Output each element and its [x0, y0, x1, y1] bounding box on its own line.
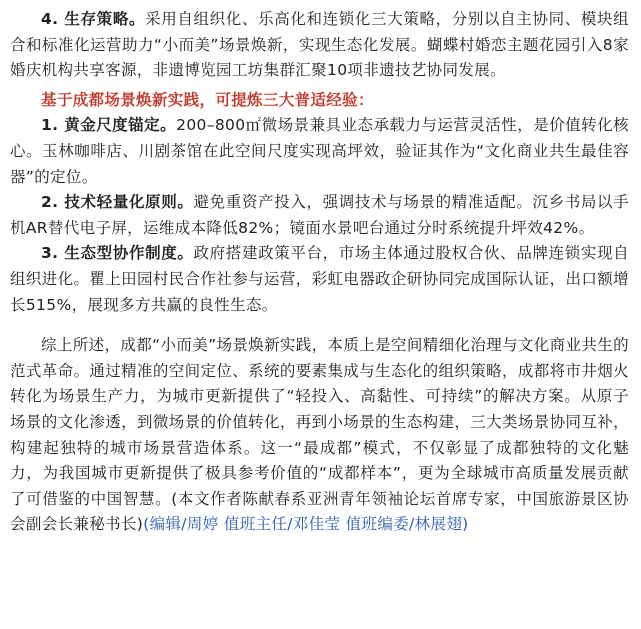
experience-3-text: 政府搭建政策平台，市场主体通过股权合伙、品牌连锁实现自组织进化。瞿上田园村民合作社参与运营，彩虹电器政企研协同完成国际认证，出口额增长515%，展现多方共赢的良性生态。 — [10, 244, 630, 314]
strategy-4-text: 采用自组织化、乐高化和连锁化三大策略，分别以自主协同、模块组合和标准化运营助力“小而美”场景焕新，实现生态化发展。蝴蝶村婚恋主题花园引入8家婚庆机构共享客源，非遗博览园工坊集群汇聚10项非遗技艺协同发展。 — [10, 10, 629, 80]
experience-2-text: 避免重资产投入，强调技术与场景的精准适配。沉乡书局以手机AR替代电子屏，运维成本降低82%；镜面水景吧台通过分时系统提升坪效42%。 — [10, 193, 630, 237]
strategy-4-title: 4. 生存策略。 — [41, 10, 146, 28]
experience-3-paragraph — [10, 241, 629, 318]
conclusion-paragraph — [10, 333, 629, 538]
conclusion-text: 综上所述，成都“小而美”场景焕新实践，本质上是空间精细化治理与文化商业共生的范式革命。通过精准的空间定位、系统的要素集成与生态化的组织策略，成都将市井烟火转化为场景生产力，为城市更新提供了“轻投入、高黏性、可持续”的解决方案。从原子场景的文化渗透，到微场景的价值转化，再到小场景的生态构建，三大类场景协同互补，构建起独特的城市场景营造体系。这一“最成都”模式，不仅彰显了成都独特的文化魅力，为我国城市更新提供了极具参考价值的“成都样本”，更为全球城市高质量发展贡献了可借鉴的中国智慧。(本文作者陈献春系亚洲青年领袖论坛首席专家，中国旅游景区协会副会长兼秘书长) — [10, 336, 629, 534]
experience-1-text: 200–800㎡微场景兼具业态承载力与运营灵活性，是价值转化核心。玉林咖啡店、川剧茶馆在此空间尺度实现高坪效，验证其作为“文化商业共生最佳容器”的定位。 — [10, 116, 629, 186]
experience-heading: 基于成都场景焕新实践，可提炼三大普适经验： — [41, 90, 374, 109]
experience-3-title: 3. 生态型协作制度。 — [41, 244, 194, 263]
experience-2-title: 2. 技术轻量化原则。 — [41, 193, 194, 212]
experience-1-title: 1. 黄金尺度锚定。 — [41, 116, 177, 135]
strategy-4-paragraph — [10, 7, 629, 84]
experience-2-paragraph — [10, 190, 629, 241]
experience-1-paragraph — [10, 113, 629, 190]
editor-credit: (编辑/周婷 值班主任/邓佳莹 值班编委/林展翅) — [143, 515, 469, 534]
